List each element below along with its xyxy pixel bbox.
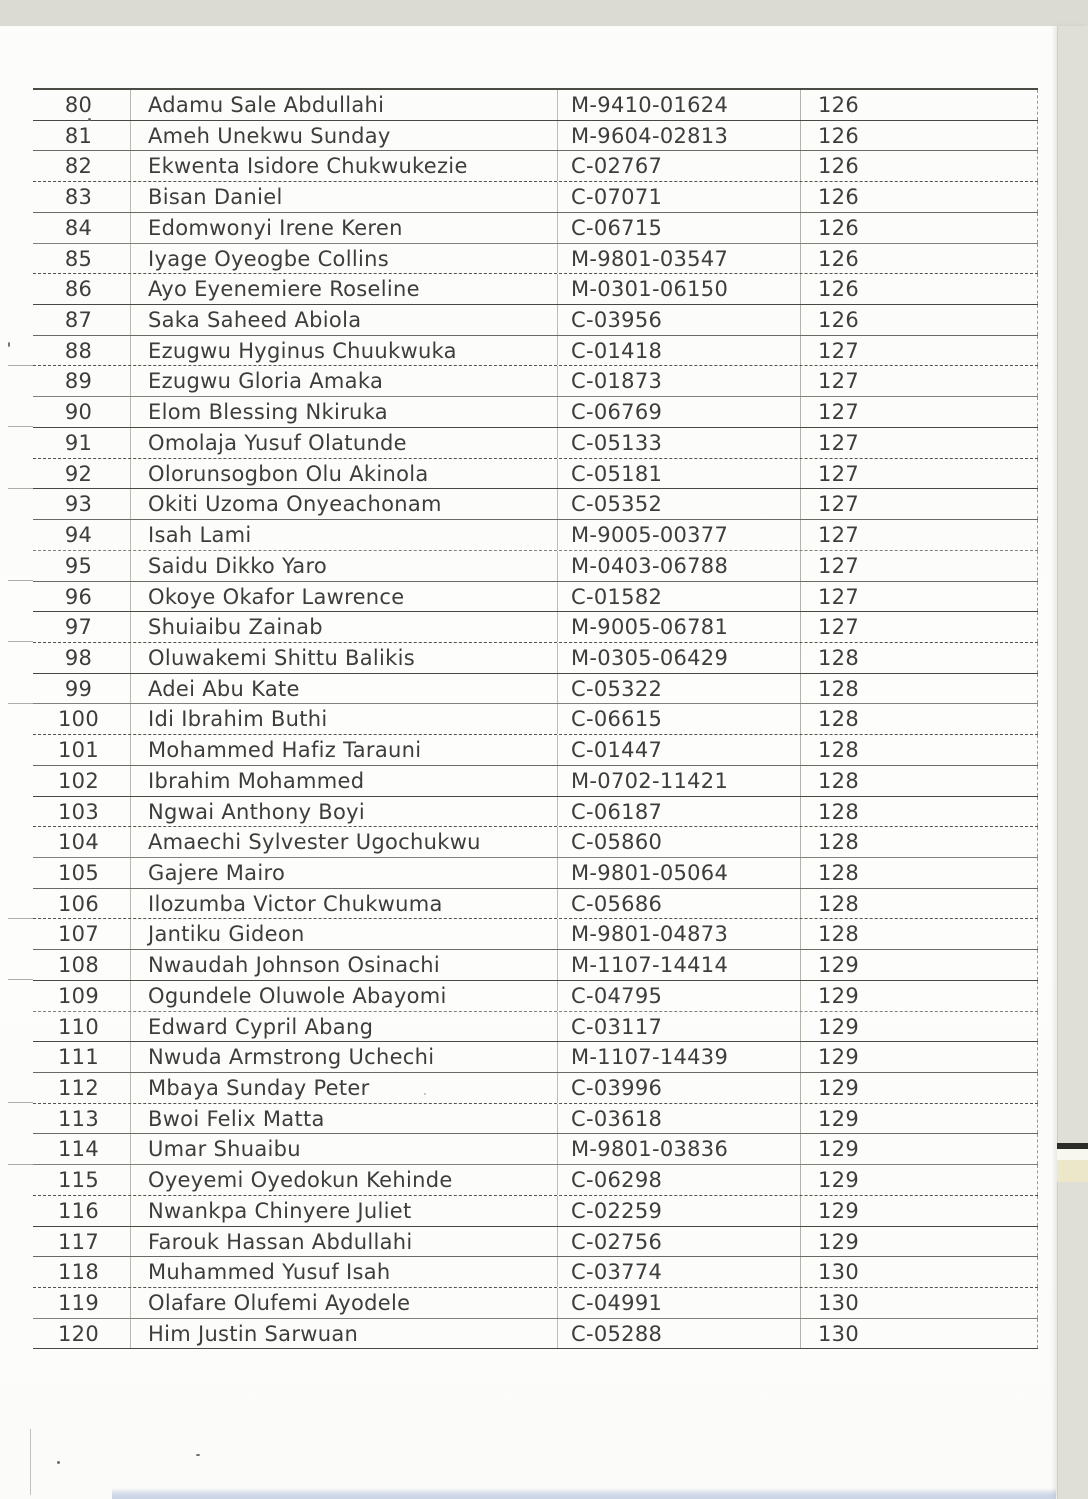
candidate-name-cell: Edomwonyi Irene Keren — [130, 213, 557, 243]
score-cell: 128 — [800, 827, 1038, 857]
table-row — [33, 1042, 1038, 1073]
table-row — [33, 950, 1038, 981]
bottom-scan-band — [112, 1488, 1056, 1499]
registration-number-cell: C-01582 — [557, 582, 800, 612]
table-row — [33, 919, 1038, 950]
table-row — [33, 520, 1038, 551]
registration-number-cell: C-06615 — [557, 704, 800, 734]
candidate-name-cell: Nwankpa Chinyere Juliet — [130, 1196, 557, 1226]
candidate-name-cell: Farouk Hassan Abdullahi — [130, 1227, 557, 1257]
score-cell: 126 — [800, 274, 1038, 304]
scan-speck — [196, 1454, 200, 1456]
score-cell: 127 — [800, 520, 1038, 550]
table-row — [33, 889, 1038, 920]
table-row — [33, 90, 1038, 121]
score-cell: 126 — [800, 182, 1038, 212]
table-row — [33, 643, 1038, 674]
table-row — [33, 797, 1038, 828]
registration-number-cell: C-03117 — [557, 1012, 800, 1042]
scan-speck — [88, 118, 91, 121]
candidate-name-cell: Bisan Daniel — [130, 182, 557, 212]
table-row — [33, 551, 1038, 582]
serial-number-cell: 99 — [64, 676, 93, 701]
table-row — [33, 213, 1038, 244]
candidate-name-cell: Ezugwu Gloria Amaka — [130, 366, 557, 396]
table-row — [33, 336, 1038, 367]
score-cell: 127 — [800, 336, 1038, 366]
table-row — [33, 981, 1038, 1012]
table-row — [33, 459, 1038, 490]
registration-number-cell: C-06769 — [557, 397, 800, 427]
registration-number-cell: M-9801-03547 — [557, 244, 800, 274]
scan-line-artifact — [8, 365, 33, 366]
scan-line-artifact — [8, 580, 33, 581]
scan-line-artifact — [8, 641, 33, 642]
candidate-name-cell: Ibrahim Mohammed — [130, 766, 557, 796]
scan-line-artifact — [8, 1102, 33, 1103]
registration-number-cell: M-9005-06781 — [557, 612, 800, 642]
score-cell: 128 — [800, 797, 1038, 827]
serial-number-cell: 104 — [58, 830, 99, 855]
scan-line-artifact — [30, 1429, 31, 1495]
registration-number-cell: C-04795 — [557, 981, 800, 1011]
serial-number-cell: 87 — [64, 308, 93, 333]
candidate-name-cell: Olafare Olufemi Ayodele — [130, 1288, 557, 1318]
serial-number-cell: 84 — [64, 215, 93, 240]
table-row — [33, 582, 1038, 613]
candidate-name-cell: Ngwai Anthony Boyi — [130, 797, 557, 827]
serial-number-cell: 96 — [64, 584, 93, 609]
table-row — [33, 1257, 1038, 1288]
score-cell: 129 — [800, 950, 1038, 980]
candidate-name-cell: Ogundele Oluwole Abayomi — [130, 981, 557, 1011]
serial-number-cell: 117 — [58, 1229, 99, 1254]
registration-number-cell: M-9604-02813 — [557, 121, 800, 151]
score-cell: 126 — [800, 121, 1038, 151]
right-edge-white-mark — [1057, 1149, 1088, 1160]
score-cell: 126 — [800, 305, 1038, 335]
score-cell: 126 — [800, 151, 1038, 181]
serial-number-cell: 120 — [58, 1321, 99, 1346]
registration-number-cell: C-02767 — [557, 151, 800, 181]
candidate-name-cell: Nwuda Armstrong Uchechi — [130, 1042, 557, 1072]
table-row — [33, 1165, 1038, 1196]
candidate-name-cell: Ezugwu Hyginus Chuukwuka — [130, 336, 557, 366]
score-cell: 126 — [800, 90, 1038, 120]
registration-number-cell: C-04991 — [557, 1288, 800, 1318]
serial-number-cell: 102 — [58, 768, 99, 793]
registration-number-cell: C-05860 — [557, 827, 800, 857]
registration-number-cell: C-01873 — [557, 366, 800, 396]
serial-number-cell: 91 — [64, 430, 93, 455]
serial-number-cell: 114 — [58, 1137, 99, 1162]
score-cell: 127 — [800, 428, 1038, 458]
score-cell: 129 — [800, 1042, 1038, 1072]
score-cell: 127 — [800, 459, 1038, 489]
registration-number-cell: C-03996 — [557, 1073, 800, 1103]
scan-line-artifact — [8, 1164, 33, 1165]
candidate-name-cell: Adei Abu Kate — [130, 674, 557, 704]
serial-number-cell: 109 — [58, 983, 99, 1008]
candidate-name-cell: Idi Ibrahim Buthi — [130, 704, 557, 734]
registration-number-cell: C-05686 — [557, 889, 800, 919]
candidate-name-cell: Isah Lami — [130, 520, 557, 550]
registration-number-cell: C-06715 — [557, 213, 800, 243]
serial-number-cell: 92 — [64, 461, 93, 486]
candidate-name-cell: Oluwakemi Shittu Balikis — [130, 643, 557, 673]
table-row — [33, 305, 1038, 336]
candidate-name-cell: Shuiaibu Zainab — [130, 612, 557, 642]
registration-number-cell: C-05352 — [557, 489, 800, 519]
scan-line-artifact — [8, 979, 33, 980]
candidate-name-cell: Amaechi Sylvester Ugochukwu — [130, 827, 557, 857]
serial-number-cell: 106 — [58, 891, 99, 916]
registration-number-cell: M-9410-01624 — [557, 90, 800, 120]
registration-number-cell: C-02756 — [557, 1227, 800, 1257]
candidate-name-cell: Mohammed Hafiz Tarauni — [130, 735, 557, 765]
candidate-name-cell: Ilozumba Victor Chukwuma — [130, 889, 557, 919]
registration-number-cell: M-1107-14439 — [557, 1042, 800, 1072]
candidate-name-cell: Nwaudah Johnson Osinachi — [130, 950, 557, 980]
table-row — [33, 735, 1038, 766]
results-table — [33, 88, 1038, 1349]
registration-number-cell: C-03774 — [557, 1257, 800, 1287]
table-row — [33, 489, 1038, 520]
score-cell: 129 — [800, 1104, 1038, 1134]
table-row — [33, 1227, 1038, 1258]
score-cell: 128 — [800, 643, 1038, 673]
serial-number-cell: 93 — [64, 492, 93, 517]
candidate-name-cell: Oyeyemi Oyedokun Kehinde — [130, 1165, 557, 1195]
serial-number-cell: 108 — [58, 953, 99, 978]
table-row — [33, 704, 1038, 735]
table-row — [33, 274, 1038, 305]
right-edge-yellow-mark — [1057, 1160, 1088, 1182]
serial-number-cell: 81 — [64, 123, 93, 148]
serial-number-cell: 118 — [58, 1260, 99, 1285]
serial-number-cell: 113 — [58, 1106, 99, 1131]
candidate-name-cell: Okiti Uzoma Onyeachonam — [130, 489, 557, 519]
score-cell: 127 — [800, 366, 1038, 396]
serial-number-cell: 116 — [58, 1198, 99, 1223]
registration-number-cell: C-06298 — [557, 1165, 800, 1195]
serial-number-cell: 100 — [58, 707, 99, 732]
serial-number-cell: 115 — [58, 1168, 99, 1193]
candidate-name-cell: Elom Blessing Nkiruka — [130, 397, 557, 427]
scan-line-artifact — [8, 918, 33, 919]
table-row — [33, 397, 1038, 428]
table-row — [33, 244, 1038, 275]
scan-line-artifact — [8, 488, 33, 489]
registration-number-cell: M-0702-11421 — [557, 766, 800, 796]
table-row — [33, 766, 1038, 797]
score-cell: 129 — [800, 1012, 1038, 1042]
table-row — [33, 428, 1038, 459]
registration-number-cell: M-0301-06150 — [557, 274, 800, 304]
serial-number-cell: 119 — [58, 1291, 99, 1316]
candidate-name-cell: Adamu Sale Abdullahi — [130, 90, 557, 120]
candidate-name-cell: Saidu Dikko Yaro — [130, 551, 557, 581]
candidate-name-cell: Jantiku Gideon — [130, 919, 557, 949]
table-row — [33, 151, 1038, 182]
scan-speck — [424, 1093, 426, 1095]
score-cell: 129 — [800, 1134, 1038, 1164]
candidate-name-cell: Iyage Oyeogbe Collins — [130, 244, 557, 274]
score-cell: 128 — [800, 766, 1038, 796]
candidate-name-cell: Bwoi Felix Matta — [130, 1104, 557, 1134]
serial-number-cell: 89 — [64, 369, 93, 394]
scanner-background-top — [0, 0, 1088, 27]
registration-number-cell: M-9801-05064 — [557, 858, 800, 888]
paper — [0, 26, 1058, 1499]
registration-number-cell: M-0403-06788 — [557, 551, 800, 581]
score-cell: 126 — [800, 244, 1038, 274]
registration-number-cell: C-05181 — [557, 459, 800, 489]
serial-number-cell: 98 — [64, 645, 93, 670]
table-row — [33, 182, 1038, 213]
score-cell: 130 — [800, 1319, 1038, 1349]
serial-number-cell: 80 — [64, 93, 93, 117]
registration-number-cell: C-05133 — [557, 428, 800, 458]
score-cell: 130 — [800, 1288, 1038, 1318]
score-cell: 127 — [800, 397, 1038, 427]
candidate-name-cell: Him Justin Sarwuan — [130, 1319, 557, 1349]
registration-number-cell: C-05288 — [557, 1319, 800, 1349]
serial-number-cell: 94 — [64, 523, 93, 548]
score-cell: 126 — [800, 213, 1038, 243]
registration-number-cell: C-01418 — [557, 336, 800, 366]
registration-number-cell: M-9005-00377 — [557, 520, 800, 550]
table-row — [33, 1319, 1038, 1350]
registration-number-cell: M-9801-03836 — [557, 1134, 800, 1164]
score-cell: 129 — [800, 1227, 1038, 1257]
registration-number-cell: M-1107-14414 — [557, 950, 800, 980]
table-row — [33, 1012, 1038, 1043]
score-cell: 129 — [800, 981, 1038, 1011]
registration-number-cell: C-07071 — [557, 182, 800, 212]
score-cell: 128 — [800, 674, 1038, 704]
scan-speck — [8, 342, 10, 347]
serial-number-cell: 95 — [64, 553, 93, 578]
table-row — [33, 1104, 1038, 1135]
table-row — [33, 858, 1038, 889]
score-cell: 128 — [800, 919, 1038, 949]
candidate-name-cell: Omolaja Yusuf Olatunde — [130, 428, 557, 458]
serial-number-cell: 107 — [58, 922, 99, 947]
table-row — [33, 1134, 1038, 1165]
table-row — [33, 612, 1038, 643]
candidate-name-cell: Muhammed Yusuf Isah — [130, 1257, 557, 1287]
serial-number-cell: 88 — [64, 338, 93, 363]
serial-number-cell: 97 — [64, 615, 93, 640]
table-row — [33, 827, 1038, 858]
serial-number-cell: 83 — [64, 185, 93, 210]
scan-line-artifact — [8, 426, 33, 427]
candidate-name-cell: Ekwenta Isidore Chukwukezie — [130, 151, 557, 181]
table-row — [33, 121, 1038, 152]
table-row — [33, 1073, 1038, 1104]
score-cell: 130 — [800, 1257, 1038, 1287]
candidate-name-cell: Saka Saheed Abiola — [130, 305, 557, 335]
candidate-name-cell: Ameh Unekwu Sunday — [130, 121, 557, 151]
candidate-name-cell: Edward Cypril Abang — [130, 1012, 557, 1042]
registration-number-cell: C-02259 — [557, 1196, 800, 1226]
scan-speck — [57, 1461, 60, 1464]
candidate-name-cell: Okoye Okafor Lawrence — [130, 582, 557, 612]
serial-number-cell: 105 — [58, 860, 99, 885]
serial-number-cell: 103 — [58, 799, 99, 824]
candidate-name-cell: Gajere Mairo — [130, 858, 557, 888]
score-cell: 127 — [800, 489, 1038, 519]
table-row — [33, 1196, 1038, 1227]
score-cell: 128 — [800, 858, 1038, 888]
serial-number-cell: 82 — [64, 154, 93, 179]
table-row — [33, 366, 1038, 397]
candidate-name-cell: Mbaya Sunday Peter — [130, 1073, 557, 1103]
score-cell: 129 — [800, 1196, 1038, 1226]
score-cell: 127 — [800, 582, 1038, 612]
serial-number-cell: 90 — [64, 400, 93, 425]
serial-number-cell: 112 — [58, 1076, 99, 1100]
scanner-background-right — [1057, 26, 1088, 1499]
scan-line-artifact — [8, 703, 33, 704]
score-cell: 129 — [800, 1073, 1038, 1103]
score-cell: 128 — [800, 889, 1038, 919]
registration-number-cell: M-9801-04873 — [557, 919, 800, 949]
serial-number-cell: 85 — [64, 246, 93, 271]
score-cell: 129 — [800, 1165, 1038, 1195]
registration-number-cell: C-06187 — [557, 797, 800, 827]
serial-number-cell: 111 — [58, 1045, 99, 1070]
registration-number-cell: M-0305-06429 — [557, 643, 800, 673]
score-cell: 127 — [800, 551, 1038, 581]
candidate-name-cell: Olorunsogbon Olu Akinola — [130, 459, 557, 489]
score-cell: 128 — [800, 735, 1038, 765]
serial-number-cell: 86 — [64, 277, 93, 302]
serial-number-cell: 101 — [58, 738, 99, 763]
score-cell: 127 — [800, 612, 1038, 642]
registration-number-cell: C-03618 — [557, 1104, 800, 1134]
serial-number-cell: 110 — [58, 1014, 99, 1039]
candidate-name-cell: Umar Shuaibu — [130, 1134, 557, 1164]
table-row — [33, 1288, 1038, 1319]
registration-number-cell: C-01447 — [557, 735, 800, 765]
registration-number-cell: C-03956 — [557, 305, 800, 335]
registration-number-cell: C-05322 — [557, 674, 800, 704]
candidate-name-cell: Ayo Eyenemiere Roseline — [130, 274, 557, 304]
score-cell: 128 — [800, 704, 1038, 734]
table-row — [33, 674, 1038, 705]
